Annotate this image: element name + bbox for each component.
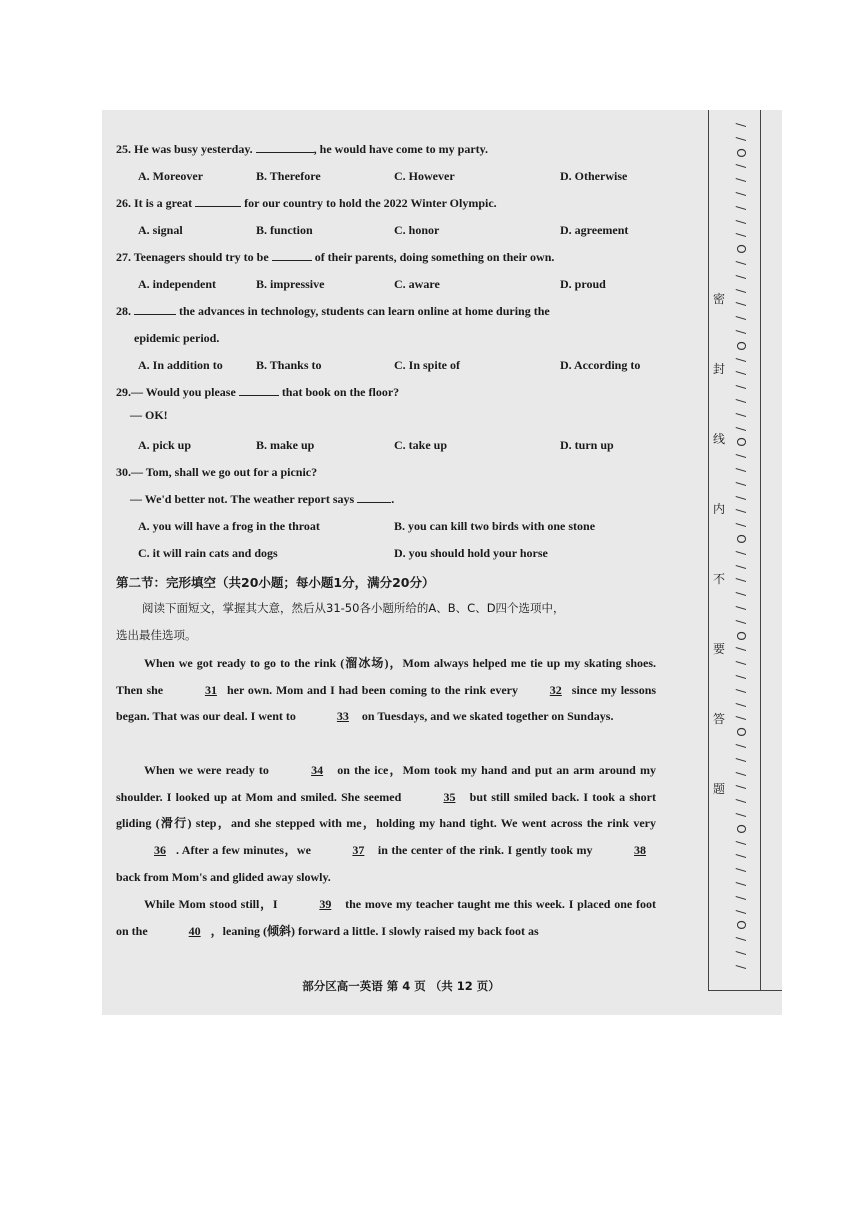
cut-line-mark: O — [734, 437, 748, 448]
cut-line-mark: / — [734, 937, 748, 942]
blank-36: 36 — [154, 843, 166, 858]
margin-rule — [708, 110, 709, 990]
option-d: D. you should hold your horse — [394, 546, 548, 560]
seal-label: 封 — [712, 362, 725, 376]
option-c: C. In spite of — [394, 358, 461, 372]
cut-line-mark: / — [734, 771, 748, 776]
cut-line-mark: / — [734, 950, 748, 956]
question-stem: 27. Teenagers should try to be — [116, 250, 269, 264]
cut-line-mark: / — [734, 564, 748, 569]
cut-line-mark: O — [734, 920, 748, 931]
cut-line-mark: / — [734, 688, 748, 693]
question-stem-end: the advances in technology, students can learn online at home during the — [179, 304, 550, 318]
question-stem: 28. — [116, 304, 131, 318]
cut-line-mark: / — [734, 260, 748, 266]
cut-line-mark: / — [734, 467, 748, 473]
seal-label: 密 — [712, 292, 725, 306]
cut-line-mark: / — [734, 674, 748, 680]
blank-34: 34 — [311, 763, 324, 777]
cut-line-mark: / — [734, 881, 748, 887]
cut-line-mark: / — [734, 136, 748, 141]
cut-line-mark: / — [734, 219, 748, 224]
cut-line-mark: / — [734, 426, 748, 431]
question-30-reply: — We'd better not. The weather report says . — [130, 492, 395, 506]
question-stem-cont: epidemic period. — [134, 331, 220, 345]
margin-rule — [760, 110, 761, 990]
section-instruction: 阅读下面短文，掌握其大意，然后从31-50各小题所给的A、B、C、D四个选项中， — [142, 601, 565, 615]
seal-label: 题 — [712, 782, 725, 796]
cut-line-mark: / — [734, 799, 748, 804]
answer-blank — [357, 502, 391, 503]
option-d: D. agreement — [560, 223, 629, 237]
cut-line-mark: / — [734, 454, 748, 459]
question-27 — [116, 250, 554, 265]
cut-line-mark: / — [734, 316, 748, 321]
blank-32: 32 — [549, 682, 562, 697]
cut-line-mark: / — [734, 191, 748, 197]
question-stem-end: that book on the floor? — [281, 385, 400, 399]
blank-39: 39 — [319, 897, 332, 911]
answer-blank — [195, 206, 241, 207]
cut-line-mark: O — [734, 341, 748, 351]
option-d: D. According to — [560, 358, 641, 372]
cut-line-mark: / — [734, 661, 748, 666]
cut-line-mark: / — [734, 329, 748, 335]
option-c: C. aware — [394, 277, 440, 291]
cut-line-mark: / — [734, 785, 748, 790]
cut-line-mark: / — [734, 550, 748, 555]
cut-line-mark: / — [734, 743, 748, 749]
option-b: B. function — [256, 223, 313, 237]
cut-line-mark: / — [734, 302, 748, 307]
answer-blank — [134, 314, 176, 315]
blank-40: 40 — [188, 923, 201, 938]
cut-line-mark: / — [734, 868, 748, 873]
page-footer: 部分区高一英语 第 4 页 （共 12 页） — [302, 979, 500, 993]
cut-line-mark: / — [734, 371, 748, 376]
question-stem-end: for our country to hold the 2022 Winter Olympic. — [244, 196, 497, 210]
option-a: A. signal — [138, 223, 183, 237]
blank-35: 35 — [443, 789, 456, 804]
cut-line-mark: / — [734, 840, 748, 845]
cut-line-mark: / — [734, 122, 748, 128]
option-c: C. take up — [394, 438, 448, 452]
blank-37: 37 — [352, 843, 365, 858]
scanned-page — [102, 110, 782, 1015]
cut-line-mark: O — [734, 244, 748, 254]
cut-line-mark: / — [734, 909, 748, 914]
option-c: C. However — [394, 169, 455, 183]
cut-line-mark: / — [734, 288, 748, 293]
question-26 — [116, 196, 497, 211]
cut-line-mark: O — [734, 147, 748, 158]
question-stem: 29.— Would you please — [116, 385, 236, 399]
option-a: A. pick up — [138, 438, 192, 452]
cut-line-pattern — [730, 118, 752, 978]
cut-line-mark: / — [734, 964, 748, 969]
option-b: B. impressive — [256, 277, 325, 291]
cut-line-mark: / — [734, 233, 748, 238]
question-30 — [116, 465, 317, 480]
cut-line-mark: / — [734, 481, 748, 486]
option-d: D. Otherwise — [560, 169, 628, 183]
question-stem-cont: — We'd better not. The weather report says — [130, 492, 355, 506]
option-c: C. it will rain cats and dogs — [138, 546, 278, 560]
question-stem: 26. It is a great — [116, 196, 193, 210]
option-d: D. proud — [560, 277, 606, 291]
answer-blank — [239, 395, 279, 396]
passage-paragraph-1: When we got ready to go to the rink (溜冰场)，Mom always helped me tie up my skating shoes. Then she 31 her own. Mom and I had been coming to the rink every 32 since my lessons began. That was our deal. I went to 33 on Tuesdays, and we skated together on Sundays. — [116, 650, 656, 730]
cut-line-mark: / — [734, 578, 748, 583]
seal-label: 要 — [712, 642, 725, 656]
question-stem: 25. He was busy yesterday. — [116, 142, 253, 156]
option-d: D. turn up — [560, 438, 614, 452]
seal-label: 线 — [712, 432, 725, 446]
question-stem-end: , he would have come to my party. — [313, 142, 488, 156]
cut-line-mark: O — [734, 534, 748, 544]
question-28 — [116, 304, 550, 319]
cut-line-mark: / — [734, 619, 748, 624]
cut-line-mark: / — [734, 647, 748, 652]
blank-31: 31 — [204, 682, 217, 697]
question-stem: 30.— Tom, shall we go out for a picnic? — [116, 465, 318, 479]
option-a: A. Moreover — [138, 169, 204, 183]
blank-38: 38 — [634, 843, 647, 858]
cut-line-mark: / — [734, 812, 748, 818]
seal-label: 内 — [712, 502, 725, 516]
question-stem-cont: — OK! — [130, 408, 168, 422]
margin-rule — [708, 990, 782, 991]
cut-line-mark: / — [734, 592, 748, 597]
cut-line-mark: / — [734, 164, 748, 169]
option-b: B. make up — [256, 438, 315, 452]
cut-line-mark: / — [734, 495, 748, 500]
question-28-continued — [134, 331, 219, 346]
cut-line-mark: / — [734, 509, 748, 514]
cut-line-mark: / — [734, 702, 748, 707]
passage-paragraph-2: When we were ready to 34 on the ice，Mom took my hand and put an arm around my shoulder. I looked up at Mom and smiled. She seemed 35 but still smiled back. I took a short gliding (滑行) step，and she stepped with me，holding my hand tight. We went across the rink very 36 . After a few minutes，we 37 in the center of the rink. I gently took my 38 back from Mom's and glided away slowly. — [116, 757, 656, 891]
cut-line-mark: / — [734, 412, 748, 417]
answer-blank — [272, 260, 312, 261]
option-a: A. In addition to — [138, 358, 223, 372]
question-29-reply — [130, 408, 168, 423]
cut-line-mark: / — [734, 854, 748, 859]
cut-line-mark: / — [734, 895, 748, 900]
cut-line-mark: / — [734, 757, 748, 762]
cut-line-mark: / — [734, 385, 748, 390]
cut-line-mark: / — [734, 357, 748, 362]
cut-line-mark: / — [734, 274, 748, 279]
option-c: C. honor — [394, 223, 440, 237]
option-b: B. you can kill two birds with one stone — [394, 519, 596, 533]
option-a: A. independent — [138, 277, 217, 291]
cut-line-mark: / — [734, 398, 748, 404]
passage-paragraph-3: While Mom stood still，I 39 the move my teacher taught me this week. I placed one foot on the 40 ，leaning (倾斜) forward a little. I slowly raised my back foot as — [116, 891, 656, 944]
option-a: A. you will have a frog in the throat — [138, 519, 320, 533]
question-25 — [116, 142, 488, 157]
section-title: 第二节：完形填空（共20小题；每小题1分，满分20分） — [116, 575, 435, 590]
cut-line-mark: / — [734, 605, 748, 611]
question-stem-end: of their parents, doing something on their own. — [314, 250, 555, 264]
cut-line-mark: O — [734, 630, 748, 641]
option-b: B. Thanks to — [256, 358, 322, 372]
cut-line-mark: / — [734, 178, 748, 183]
cut-line-mark: / — [734, 523, 748, 528]
section-instruction-cont: 选出最佳选项。 — [116, 628, 197, 642]
seal-label: 答 — [712, 712, 725, 726]
option-b: B. Therefore — [256, 169, 321, 183]
seal-label: 不 — [712, 572, 725, 586]
cut-line-mark: O — [734, 824, 748, 834]
answer-blank — [256, 152, 314, 153]
cut-line-mark: / — [734, 205, 748, 210]
cut-line-mark: / — [734, 716, 748, 721]
question-29 — [116, 385, 399, 400]
blank-33: 33 — [336, 709, 349, 724]
cut-line-mark: O — [734, 727, 748, 737]
